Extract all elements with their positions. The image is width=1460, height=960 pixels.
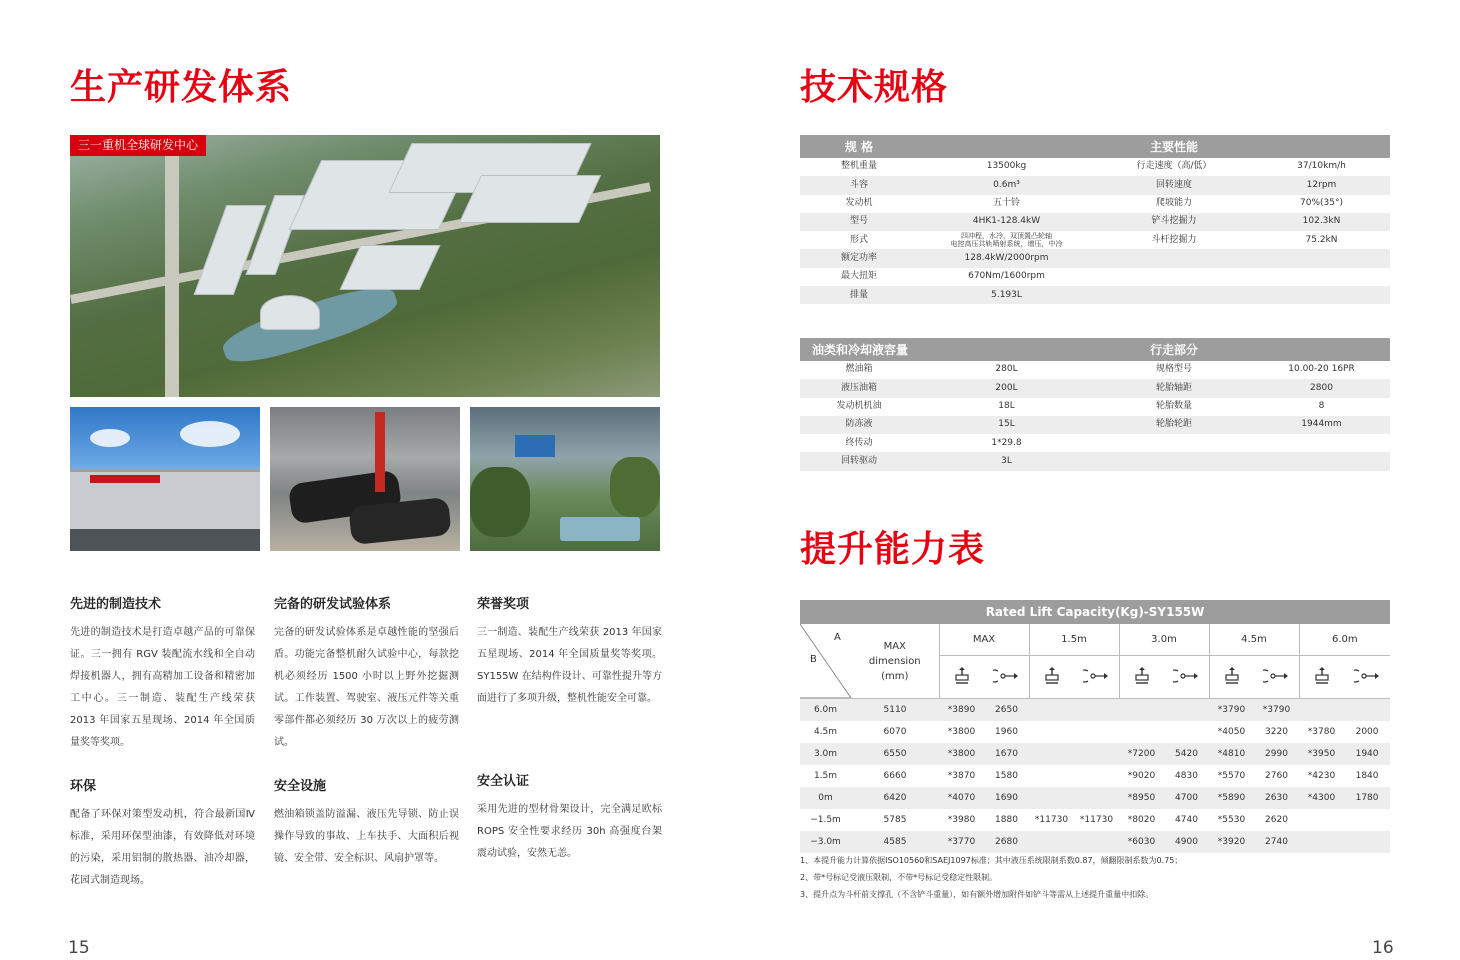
table-cell: 五十铃	[992, 198, 1020, 209]
group-4-5m: 4.5m	[1209, 624, 1299, 656]
table-cell: 斗杆挖掘力	[1151, 234, 1197, 245]
note-3: 3、提升点为斗杆前支撑孔（不含铲斗重量），如有额外增加附件如铲斗等需从上述提升重量中扣除。	[800, 890, 1154, 899]
table-cell: 102.3kN	[1253, 213, 1390, 231]
table-cell: 排量	[800, 286, 918, 304]
table-cell: 发动机	[845, 198, 873, 209]
table-cell: 280L	[995, 364, 1018, 375]
table-cell: 2620	[1265, 814, 1288, 825]
table-cell: 5110	[851, 699, 939, 721]
table-cell: *3790	[1254, 699, 1299, 721]
table-row	[800, 765, 1390, 787]
table-cell	[1074, 787, 1119, 809]
table-cell: 37/10km/h	[1297, 161, 1346, 172]
side-lift-icon	[1074, 656, 1119, 699]
table-cell: 4740	[1175, 814, 1198, 825]
section-title: 完备的研发试验体系	[274, 597, 392, 612]
table-cell: 3.0m	[800, 743, 851, 765]
table-cell: *8950	[1119, 787, 1164, 809]
table-cell: 4.5m	[813, 726, 838, 737]
table-cell: 3220	[1265, 726, 1288, 737]
table-cell: 3L	[918, 452, 1095, 470]
left-page-heading: 生产研发体系	[70, 67, 293, 108]
table-row	[800, 158, 1390, 176]
table-cell: *4050	[1217, 726, 1246, 737]
table-cell: 铲斗挖掘力	[1095, 213, 1253, 231]
lift-table-body	[800, 699, 1390, 853]
table-cell	[1164, 699, 1209, 721]
table-cell	[1074, 743, 1119, 765]
oil-header: 油类和冷却液容量	[800, 338, 918, 361]
side-lift-icon	[1164, 656, 1209, 699]
table-cell	[1095, 249, 1253, 267]
table-cell: 1690	[984, 787, 1029, 809]
table-cell: 15L	[918, 416, 1095, 434]
table-cell: 5.193L	[918, 286, 1095, 304]
lift-table-title: Rated Lift Capacity(Kg)-SY155W	[800, 600, 1390, 624]
table-cell: 爬坡能力	[1155, 198, 1192, 209]
corner-b-label: B	[810, 654, 817, 665]
aerial-caption-tag: 三一重机全球研发中心	[70, 135, 206, 156]
table-cell: 6420	[851, 787, 939, 809]
table-cell	[1095, 286, 1253, 304]
table-cell: −1.5m	[810, 814, 841, 825]
table-cell	[1029, 831, 1074, 853]
table-cell: 1880	[995, 814, 1018, 825]
table-cell: 燃油箱	[845, 364, 873, 375]
table-cell: 4HK1-128.4kW	[918, 213, 1095, 231]
table-cell: *4230	[1307, 770, 1336, 781]
section-body: 先进的制造技术是打造卓越产品的可靠保证。三一拥有 RGV 装配流水线和全自动焊接机器人，拥有高精加工设备和精密加工中心。三一制造、装配生产线荣获 2013 年国家五星现场、2014 年全国质量奖等奖项。	[70, 627, 255, 748]
group-6-0m: 6.0m	[1299, 624, 1390, 656]
ab-corner-cell	[800, 624, 851, 698]
table-row	[800, 398, 1390, 416]
page-number-right: 16	[1372, 938, 1394, 958]
table-cell	[1095, 452, 1253, 470]
section-honors	[477, 593, 662, 710]
table-cell: 发动机机油	[836, 401, 882, 412]
table-cell	[1344, 831, 1390, 853]
section-title: 安全设施	[274, 779, 327, 794]
table-cell: 防冻液	[800, 416, 918, 434]
table-cell: 6070	[883, 726, 907, 737]
table-cell: 2650	[984, 699, 1029, 721]
table-cell: *11730	[1079, 814, 1114, 825]
side-lift-icon	[984, 656, 1029, 699]
table-cell: 2000	[1355, 726, 1379, 737]
table-row	[800, 743, 1390, 765]
lift-notes	[800, 852, 1182, 903]
group-max: MAX	[939, 624, 1029, 656]
table-cell: 形式	[849, 234, 868, 245]
table-cell: 6550	[851, 743, 939, 765]
table-cell: *3800	[947, 726, 976, 737]
section-body: 三一制造、装配生产线荣获 2013 年国家五星现场、2014 年全国质量奖等奖项。SY155W 在结构件设计、可靠性提升等方面进行了多项升级，整机性能安全可靠。	[477, 627, 662, 704]
front-lift-icon	[1029, 656, 1074, 699]
table-cell: 斗容	[800, 176, 918, 194]
table-row	[800, 452, 1390, 470]
table-cell	[1119, 699, 1164, 721]
group-3-0m: 3.0m	[1119, 624, 1209, 656]
table-row	[800, 416, 1390, 434]
indoor-garden-photo	[470, 407, 660, 551]
front-lift-icon	[939, 656, 984, 699]
table-cell: 70%(35°)	[1300, 198, 1343, 209]
table-cell: 8	[1318, 401, 1325, 412]
section-manufacturing	[70, 593, 255, 754]
table-cell	[1299, 699, 1344, 721]
table-cell: 18L	[998, 401, 1015, 412]
table-cell: *3770	[939, 831, 984, 853]
section-title: 环保	[70, 779, 97, 794]
table-cell	[1029, 743, 1074, 765]
table-cell: 1780	[1344, 787, 1390, 809]
table-cell	[1253, 434, 1390, 452]
table-cell	[1074, 831, 1119, 853]
section-rd-testing	[274, 593, 459, 754]
table-cell: 12rpm	[1253, 176, 1390, 194]
table-cell: *6030	[1119, 831, 1164, 853]
table-cell: 128.4kW/2000rpm	[918, 249, 1095, 267]
table-cell: 液压油箱	[800, 379, 918, 397]
table-cell: *3920	[1209, 831, 1254, 853]
headquarters-building-photo	[70, 407, 260, 551]
table-cell: 1940	[1344, 743, 1390, 765]
table-cell: 5785	[883, 814, 907, 825]
oil-table-body	[800, 361, 1390, 471]
side-lift-icon	[1254, 656, 1299, 699]
table-cell: *3780	[1307, 726, 1336, 737]
section-title: 安全认证	[477, 774, 530, 789]
table-cell: 四冲程，水冷，双顶置凸轮轴 电控高压共轨喷射系统，增压，中冷	[950, 232, 1063, 249]
table-cell: 5420	[1164, 743, 1209, 765]
table-cell: 6660	[883, 770, 907, 781]
table-row	[800, 213, 1390, 231]
specs-heading: 技术规格	[800, 67, 949, 108]
table-cell	[1164, 721, 1209, 743]
section-safety-certification	[477, 770, 662, 865]
max-dimension-header: MAX dimension (mm)	[851, 624, 939, 699]
table-cell: 回转驱动	[800, 452, 918, 470]
travel-header: 行走部分	[1095, 338, 1253, 361]
table-cell: 6.0m	[800, 699, 851, 721]
section-body: 采用先进的型材骨架设计，完全满足欧标 ROPS 安全性要求经历 30h 高强度台架震动试验，安然无恙。	[477, 804, 662, 859]
table-cell: 1944mm	[1253, 416, 1390, 434]
table-cell	[1344, 699, 1390, 721]
table-cell: 型号	[800, 213, 918, 231]
table-cell: 1670	[984, 743, 1029, 765]
table-cell: *7200	[1119, 743, 1164, 765]
section-body: 燃油箱锁盖防溢漏、液压先导锁、防止误操作导致的事故、上车扶手、大面积后视镜、安全带、安全标识、风扇护罩等。	[274, 809, 459, 864]
table-cell: *5890	[1209, 787, 1254, 809]
table-cell: *3950	[1299, 743, 1344, 765]
table-cell: 最大扭矩	[840, 271, 877, 282]
table-cell: 2990	[1254, 743, 1299, 765]
table-cell	[1253, 452, 1390, 470]
table-cell	[1299, 831, 1344, 853]
table-cell: 13500kg	[986, 161, 1027, 172]
table-cell: 75.2kN	[1305, 234, 1338, 245]
table-cell: 0m	[800, 787, 851, 809]
section-environment	[70, 775, 255, 892]
front-lift-icon	[1209, 656, 1254, 699]
table-cell	[1299, 809, 1344, 831]
side-lift-icon	[1344, 656, 1390, 699]
table-cell: 1*29.8	[991, 437, 1022, 448]
table-cell: *4070	[939, 787, 984, 809]
table-cell: *3790	[1209, 699, 1254, 721]
table-cell: 10.00-20 16PR	[1288, 364, 1355, 375]
spec-table	[800, 135, 1390, 304]
table-row	[800, 809, 1390, 831]
table-cell: 670Nm/1600rpm	[968, 271, 1045, 282]
table-cell	[1253, 268, 1390, 286]
lift-capacity-table	[800, 600, 1390, 853]
table-cell: *8020	[1127, 814, 1156, 825]
note-2: 2、带*号标记受液压限制，不带*号标记受稳定性限制。	[800, 873, 998, 882]
table-cell: 2740	[1254, 831, 1299, 853]
front-lift-icon	[1299, 656, 1344, 699]
table-row	[800, 268, 1390, 286]
table-cell: 规格型号	[1155, 364, 1192, 375]
table-cell: *9020	[1127, 770, 1156, 781]
table-cell: *4810	[1209, 743, 1254, 765]
table-row	[800, 361, 1390, 379]
table-cell: *3800	[939, 743, 984, 765]
table-cell: 2680	[984, 831, 1029, 853]
table-cell	[1344, 809, 1390, 831]
table-cell	[1095, 434, 1253, 452]
table-cell: 1840	[1355, 770, 1379, 781]
table-cell: 1.5m	[813, 770, 838, 781]
section-title: 荣誉奖项	[477, 597, 530, 612]
table-cell	[1253, 286, 1390, 304]
table-row	[800, 434, 1390, 452]
table-cell	[1074, 699, 1119, 721]
table-row	[800, 249, 1390, 267]
table-cell	[1029, 787, 1074, 809]
table-cell: −3.0m	[800, 831, 851, 853]
spec-table-body	[800, 158, 1390, 304]
section-body: 完备的研发试验体系是卓越性能的坚强后盾。功能完备整机耐久试验中心，每款挖机必须经历 1500 小时以上野外挖掘测试。工作装置、驾驶室、液压元件等关重零部件都必须经历 30 万次以上的疲劳测试。	[274, 627, 459, 748]
table-row	[800, 286, 1390, 304]
table-cell: 4585	[851, 831, 939, 853]
table-cell	[1029, 765, 1074, 787]
table-cell: 4830	[1175, 770, 1198, 781]
table-row	[800, 231, 1390, 249]
table-cell	[1029, 721, 1074, 743]
oil-table	[800, 338, 1390, 471]
table-row	[800, 831, 1390, 853]
table-cell: 2760	[1265, 770, 1288, 781]
section-safety-facilities	[274, 775, 459, 870]
section-title: 先进的制造技术	[70, 597, 162, 612]
table-cell: 0.6m³	[918, 176, 1095, 194]
table-cell: 2630	[1254, 787, 1299, 809]
spec-header-performance: 主要性能	[1095, 135, 1253, 158]
corner-a-label: A	[834, 632, 841, 643]
lift-heading: 提升能力表	[800, 529, 986, 570]
table-cell: 回转速度	[1095, 176, 1253, 194]
table-cell: 200L	[918, 379, 1095, 397]
table-row	[800, 787, 1390, 809]
table-cell: *3890	[939, 699, 984, 721]
note-1: 1、本提升能力计算依据ISO10560和SAEJ1097标准；其中液压系统限制系数0.87，倾翻限制系数为0.75；	[800, 856, 1183, 865]
table-cell: *5570	[1217, 770, 1246, 781]
table-cell: 整机重量	[840, 161, 877, 172]
table-row	[800, 176, 1390, 194]
table-cell: 2800	[1253, 379, 1390, 397]
group-1-5m: 1.5m	[1029, 624, 1119, 656]
table-row	[800, 195, 1390, 213]
table-cell: *3870	[947, 770, 976, 781]
front-lift-icon	[1119, 656, 1164, 699]
table-cell: 额定功率	[800, 249, 918, 267]
table-row	[800, 379, 1390, 397]
table-cell: 4700	[1164, 787, 1209, 809]
table-row	[800, 699, 1390, 721]
table-cell	[1029, 699, 1074, 721]
table-cell: *4300	[1299, 787, 1344, 809]
table-cell: *5530	[1217, 814, 1246, 825]
table-cell	[1253, 249, 1390, 267]
table-cell: *3980	[947, 814, 976, 825]
table-cell	[1119, 721, 1164, 743]
table-cell: 1960	[995, 726, 1018, 737]
table-cell	[1074, 765, 1119, 787]
table-cell: 轮胎数量	[1155, 401, 1192, 412]
page-number-left: 15	[68, 938, 90, 958]
table-row	[800, 721, 1390, 743]
table-cell	[1095, 268, 1253, 286]
factory-crawler-tracks-photo	[270, 407, 460, 551]
table-cell: 轮胎轮距	[1095, 416, 1253, 434]
table-cell: 4900	[1164, 831, 1209, 853]
table-cell: 1580	[995, 770, 1018, 781]
spec-header-spec: 规 格	[800, 135, 918, 158]
table-cell: 行走速度（高/低）	[1136, 161, 1212, 172]
table-cell: 轮胎轴距	[1095, 379, 1253, 397]
table-cell: *11730	[1034, 814, 1069, 825]
rd-center-aerial-photo	[70, 135, 660, 397]
table-cell	[1074, 721, 1119, 743]
section-body: 配备了环保对策型发动机，符合最新国Ⅳ标准，采用环保型油漆，有效降低对环境的污染，采用铝制的散热器、油冷却器，花园式制造现场。	[70, 809, 255, 886]
table-cell: 终传动	[845, 437, 873, 448]
